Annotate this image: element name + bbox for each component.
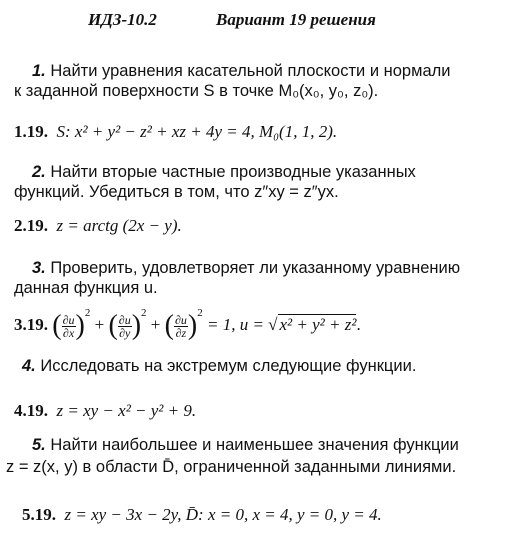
variant1-formula: S: x² + y² − z² + xz + 4y = 4, M₀(1, 1, 2). — [56, 122, 338, 141]
task4-text1: Исследовать на экстремум следующие функции. — [35, 357, 417, 375]
header-variant: Вариант 19 решения — [216, 10, 376, 29]
variant5-label: 5.19. — [22, 505, 56, 524]
variant3-tail: = 1, u = — [206, 315, 269, 334]
task3-number: 3. — [32, 259, 46, 277]
variant4-formula: z = xy − x² − y² + 9. — [56, 401, 197, 420]
variant3-root: x² + y² + z² — [279, 315, 357, 334]
variant3-label: 3.19. — [14, 315, 48, 334]
header-title: ИДЗ-10.2 — [88, 10, 157, 29]
variant2-formula: z = arctg (2x − y). — [56, 216, 182, 235]
partial-u-x: $\frac{\partial u}{\partial x}$ — [62, 312, 75, 340]
variant2 — [14, 216, 182, 236]
variant4 — [14, 401, 196, 421]
task1-number: 1. — [32, 62, 46, 80]
task4-line1 — [22, 357, 416, 376]
task1-line1 — [32, 62, 450, 81]
task3-text1: Проверить, удовлетворяет ли указанному уравнению — [45, 259, 461, 277]
variant1 — [14, 122, 337, 142]
variant4-label: 4.19. — [14, 401, 48, 420]
partial-u-z: $\frac{\partial u}{\partial z}$ — [174, 312, 187, 340]
task5-line1 — [32, 436, 459, 455]
task2-text1: Найти вторые частные производные указанных — [45, 163, 416, 181]
variant5-formula: z = xy − 3x − 2y, D̄: x = 0, x = 4, y = 0, y = 4. — [64, 505, 382, 524]
variant5 — [22, 505, 382, 525]
task3-line2: данная функция u. — [14, 279, 158, 297]
variant1-label: 1.19. — [14, 122, 48, 141]
task2-line2: функций. Убедиться в том, что z″xy = z″yx. — [14, 183, 339, 201]
variant2-label: 2.19. — [14, 216, 48, 235]
task4-number: 4. — [22, 357, 36, 375]
task5-number: 5. — [32, 436, 46, 454]
partial-u-y: $\frac{\partial u}{\partial y}$ — [118, 312, 131, 340]
variant3: 3.19. ( $\frac{\partial u}{\partial x}$ )$^2$ + ( $\frac{\partial u}{\partial y}$ )$^2$ + ( $\frac{\partial u}{\partial z}$ )$^2$ = 1, u = √ x² + y² + z². — [14, 307, 361, 342]
task5-line2: z = z(x, y) в области D̄, ограниченной заданными линиями. — [6, 458, 457, 476]
task2-line1 — [32, 163, 416, 182]
task3-line1 — [32, 259, 460, 278]
task5-text1: Найти наибольшее и наименьшее значения функции — [45, 436, 459, 454]
task1-text1: Найти уравнения касательной плоскости и нормали — [45, 62, 451, 80]
task1-line2: к заданной поверхности S в точке M₀(x₀, y₀, z₀). — [14, 82, 379, 100]
task2-number: 2. — [32, 163, 46, 181]
